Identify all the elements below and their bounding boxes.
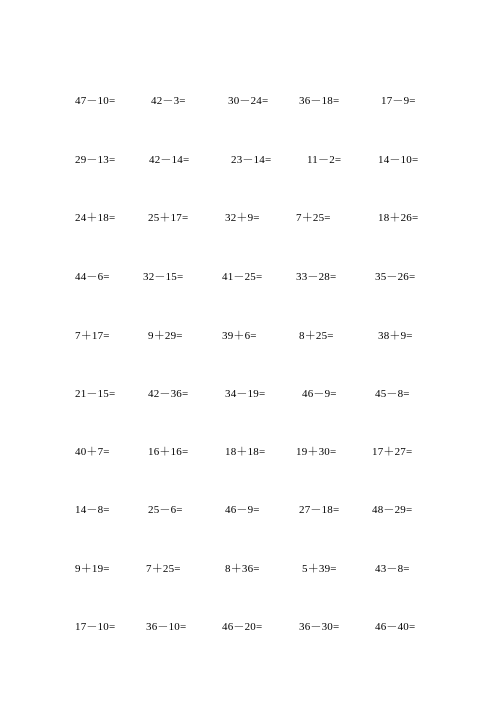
math-problem: 45－8= (375, 388, 410, 400)
math-problem: 40＋7= (75, 446, 110, 458)
math-problem: 46－9= (302, 388, 337, 400)
math-problem: 11－2= (307, 154, 342, 166)
math-problem: 39＋6= (222, 330, 257, 342)
problem-row (0, 208, 496, 228)
problem-row (0, 150, 496, 170)
math-problem: 7＋25= (146, 563, 181, 575)
math-problem: 41－25= (222, 271, 263, 283)
problem-row (0, 267, 496, 287)
math-problem: 36－30= (299, 621, 340, 633)
math-problem: 30－24= (228, 95, 269, 107)
problem-row (0, 91, 496, 111)
math-problem: 29－13= (75, 154, 116, 166)
math-problem: 25－6= (148, 504, 183, 516)
math-problem: 19＋30= (296, 446, 337, 458)
math-problem: 47－10= (75, 95, 116, 107)
math-problem: 8＋36= (225, 563, 260, 575)
math-problem: 9＋19= (75, 563, 110, 575)
math-problem: 36－10= (146, 621, 187, 633)
math-problem: 32＋9= (225, 212, 260, 224)
math-problem: 14－8= (75, 504, 110, 516)
math-problem: 7＋17= (75, 330, 110, 342)
math-problem: 44－6= (75, 271, 110, 283)
math-problem: 9＋29= (148, 330, 183, 342)
math-problem: 32－15= (143, 271, 184, 283)
math-problem: 18＋18= (225, 446, 266, 458)
problem-row (0, 442, 496, 462)
math-problem: 23－14= (231, 154, 272, 166)
math-problem: 46－20= (222, 621, 263, 633)
math-problem: 42－3= (151, 95, 186, 107)
math-problem: 7＋25= (296, 212, 331, 224)
math-problem: 48－29= (372, 504, 413, 516)
math-problem: 33－28= (296, 271, 337, 283)
math-problem: 8＋25= (299, 330, 334, 342)
math-problem: 34－19= (225, 388, 266, 400)
math-problem: 25＋17= (148, 212, 189, 224)
problem-row (0, 384, 496, 404)
math-problem: 35－26= (375, 271, 416, 283)
math-problem: 36－18= (299, 95, 340, 107)
math-problem: 42－14= (149, 154, 190, 166)
problem-row (0, 500, 496, 520)
math-problem: 17－9= (381, 95, 416, 107)
math-problem: 38＋9= (378, 330, 413, 342)
math-problem: 5＋39= (302, 563, 337, 575)
math-problem: 46－9= (225, 504, 260, 516)
math-problem: 46－40= (375, 621, 416, 633)
math-problem: 27－18= (299, 504, 340, 516)
problem-row (0, 559, 496, 579)
math-problem: 17＋27= (372, 446, 413, 458)
math-problem: 24＋18= (75, 212, 116, 224)
math-problem: 14－10= (378, 154, 419, 166)
math-problem: 17－10= (75, 621, 116, 633)
math-problem: 42－36= (148, 388, 189, 400)
problem-row (0, 617, 496, 637)
math-problem: 18＋26= (378, 212, 419, 224)
math-problem: 21－15= (75, 388, 116, 400)
problem-row (0, 326, 496, 346)
math-problem: 43－8= (375, 563, 410, 575)
math-problem: 16＋16= (148, 446, 189, 458)
